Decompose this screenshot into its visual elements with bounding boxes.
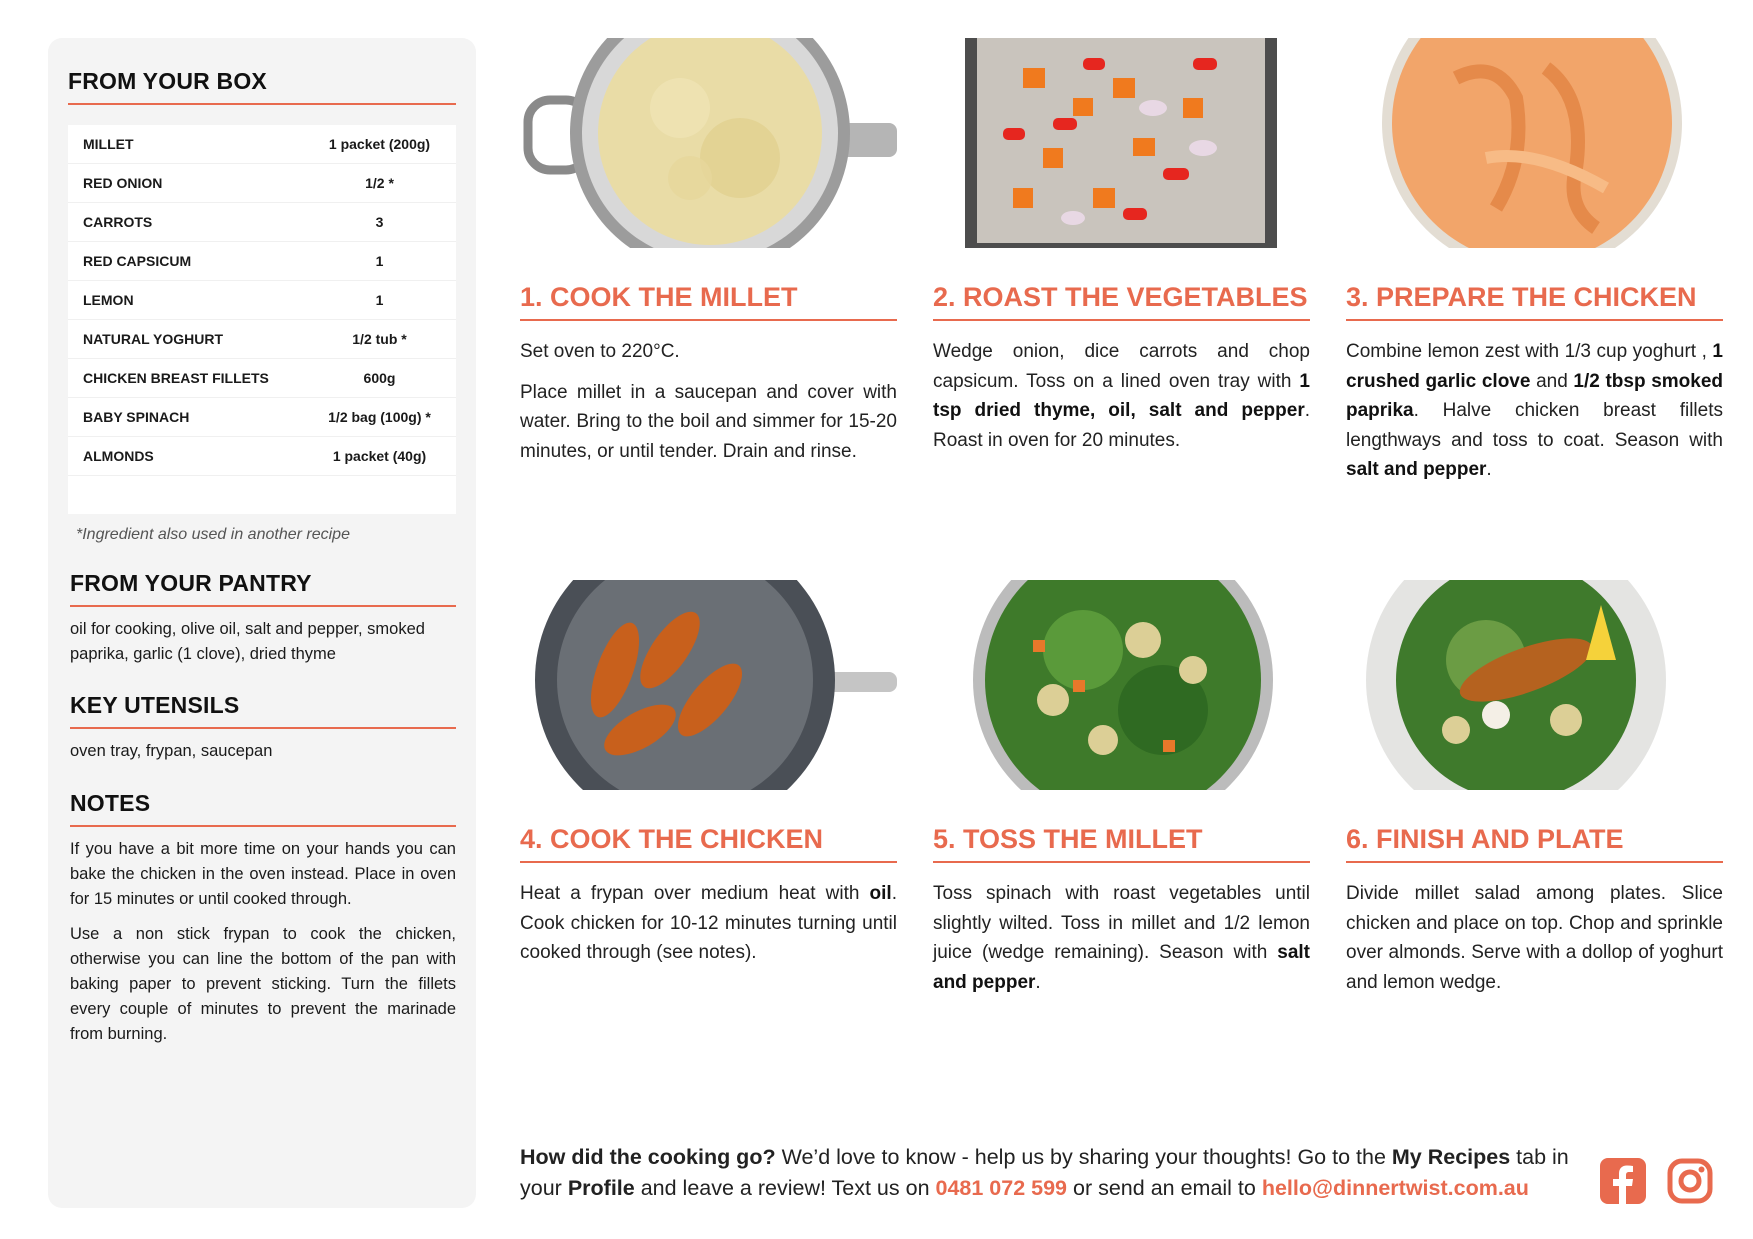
ingredient-row — [68, 164, 456, 203]
pantry-heading: FROM YOUR PANTRY — [70, 570, 456, 607]
ingredient-name: BABY SPINACH — [83, 409, 190, 425]
ingredient-name: NATURAL YOGHURT — [83, 331, 223, 347]
from-your-box-heading: FROM YOUR BOX — [68, 68, 456, 105]
step-3 — [1346, 38, 1723, 485]
step-4 — [520, 580, 897, 968]
step-6 — [1346, 580, 1723, 997]
ingredient-name: ALMONDS — [83, 448, 154, 464]
ingredient-row — [68, 320, 456, 359]
notes-paragraph-2: Use a non stick frypan to cook the chicken, otherwise you can line the bottom of the pan with baking paper to prevent sticking. Turn the fillets every couple of minutes to prevent the marinade from burning. — [70, 925, 456, 1043]
pantry-section — [70, 570, 456, 667]
step-3-text — [1346, 337, 1723, 485]
step-6-text: Divide millet salad among plates. Slice chicken and place on top. Chop and sprinkle over almonds. Serve with a dollop of yoghurt and lemon wedge. — [1346, 883, 1723, 993]
ingredient-row — [68, 359, 456, 398]
frypan-chicken-image — [520, 580, 897, 790]
step-6-photo — [1346, 580, 1723, 790]
footer-text: tab in your — [520, 1145, 1569, 1200]
ingredient-row — [68, 242, 456, 281]
ingredient-row — [68, 281, 456, 320]
ingredient-name: LEMON — [83, 292, 134, 308]
ingredients-table — [68, 125, 456, 514]
footer-text: We’d love to know - help us by sharing your thoughts! Go to the — [775, 1145, 1392, 1169]
step-2-text-bold: 1 tsp dried thyme, oil, salt and pepper — [933, 370, 1310, 421]
step-3-text-part: . Halve chicken breast fillets lengthways and toss to coat. Season with — [1346, 400, 1723, 451]
footer-text: and leave a review! Text us on — [634, 1176, 936, 1200]
step-3-text-bold: 1 crushed garlic clove — [1346, 341, 1723, 392]
ingredient-qty: 1 packet (200g) — [328, 136, 431, 152]
step-5-photo — [933, 580, 1310, 790]
oven-tray-vegetables-image — [933, 38, 1310, 248]
step-4-text-bold: oil — [869, 883, 892, 904]
notes-section — [70, 790, 456, 1047]
ingredient-qty: 600g — [363, 370, 396, 386]
step-3-text-bold: 1/2 tbsp smoked paprika — [1346, 370, 1724, 421]
plated-dish-image — [1346, 580, 1723, 790]
step-5-text-part: . — [1035, 971, 1041, 993]
ingredient-qty: 3 — [375, 214, 384, 230]
step-5-text-part: Toss spinach with roast vegetables until slightly wilted. Toss in millet and 1/2 lemon juice (wedge remaining). Season with — [933, 883, 1310, 963]
step-4-photo — [520, 580, 897, 790]
ingredient-qty: 1/2 tub * — [352, 331, 407, 347]
instagram-icon[interactable] — [1667, 1158, 1713, 1204]
step-2-title: 2. ROAST THE VEGETABLES — [933, 282, 1310, 321]
footer-my-recipes: My Recipes — [1391, 1145, 1511, 1169]
step-1-text — [520, 337, 897, 466]
ingredient-qty: 1/2 bag (100g) * — [328, 409, 431, 425]
ingredient-name: MILLET — [83, 136, 134, 152]
phone-link[interactable]: 0481 072 599 — [935, 1176, 1068, 1200]
ingredient-row — [68, 203, 456, 242]
step-3-text-part: and — [1530, 370, 1574, 392]
step-4-text-part: . Cook chicken for 10-12 minutes turning until cooked through (see notes). — [520, 883, 897, 963]
ingredient-qty: 1/2 * — [365, 175, 394, 191]
ingredient-footnote: *Ingredient also used in another recipe — [76, 526, 350, 543]
step-5-text-bold: salt and pepper — [933, 942, 1310, 993]
pantry-text: oil for cooking, olive oil, salt and pepper, smoked paprika, garlic (1 clove), dried thyme — [70, 620, 425, 663]
step-1-photo — [520, 38, 897, 248]
utensils-text: oven tray, frypan, saucepan — [70, 742, 273, 760]
ingredient-qty: 1 — [375, 292, 384, 308]
step-1 — [520, 38, 897, 477]
review-footer — [520, 1142, 1590, 1204]
footer-text: or send an email to — [1067, 1176, 1262, 1200]
step-1-title: 1. COOK THE MILLET — [520, 282, 897, 321]
step-2 — [933, 38, 1310, 455]
ingredient-name: CHICKEN BREAST FILLETS — [83, 370, 269, 386]
saucepan-millet-image — [520, 38, 897, 248]
step-3-photo — [1346, 38, 1723, 248]
notes-heading: NOTES — [70, 790, 456, 827]
step-6-title: 6. FINISH AND PLATE — [1346, 824, 1723, 863]
step-2-text-part: Wedge onion, dice carrots and chop capsicum. Toss on a lined oven tray with — [933, 341, 1310, 392]
step-3-text-part: Combine lemon zest with 1/3 cup yoghurt , — [1346, 341, 1713, 362]
step-1-paragraph-1: Set oven to 220°C. — [520, 341, 680, 362]
step-5 — [933, 580, 1310, 997]
notes-paragraph-1: If you have a bit more time on your hands you can bake the chicken in the oven instead. Place in oven for 15 minutes or until cooked through. — [70, 840, 456, 908]
utensils-heading: KEY UTENSILS — [70, 692, 456, 729]
ingredient-row — [68, 437, 456, 476]
ingredient-row — [68, 125, 456, 164]
millet-salad-bowl-image — [933, 580, 1310, 790]
ingredient-qty: 1 — [375, 253, 384, 269]
step-3-title: 3. PREPARE THE CHICKEN — [1346, 282, 1723, 321]
footer-bold: How did the cooking go? — [520, 1145, 776, 1169]
ingredient-name: RED ONION — [83, 175, 163, 191]
ingredient-name: CARROTS — [83, 214, 153, 230]
step-3-text-part: . — [1486, 459, 1492, 480]
facebook-icon[interactable] — [1600, 1158, 1646, 1204]
utensils-section — [70, 692, 456, 764]
step-4-text-part: Heat a frypan over medium heat with — [520, 883, 870, 904]
from-your-box-section — [68, 68, 456, 544]
step-4-title: 4. COOK THE CHICKEN — [520, 824, 897, 863]
step-3-text-bold: salt and pepper — [1346, 459, 1487, 480]
step-2-text — [933, 337, 1310, 455]
email-link[interactable]: hello@dinnertwist.com.au — [1261, 1176, 1529, 1200]
step-2-photo — [933, 38, 1310, 248]
ingredient-name: RED CAPSICUM — [83, 253, 192, 269]
step-2-text-part: . Roast in oven for 20 minutes. — [933, 400, 1310, 451]
ingredient-row — [68, 398, 456, 437]
step-5-title: 5. TOSS THE MILLET — [933, 824, 1310, 863]
ingredient-row-empty — [68, 476, 456, 514]
ingredient-qty: 1 packet (40g) — [332, 448, 427, 464]
step-4-text — [520, 879, 897, 968]
step-5-text — [933, 879, 1310, 997]
footer-profile: Profile — [567, 1176, 635, 1200]
ingredients-sidebar — [48, 38, 476, 1208]
marinated-chicken-bowl-image — [1346, 38, 1723, 248]
step-1-paragraph-2: Place millet in a saucepan and cover with water. Bring to the boil and simmer for 15-20 minutes, or until tender. Drain and rinse. — [520, 381, 897, 462]
